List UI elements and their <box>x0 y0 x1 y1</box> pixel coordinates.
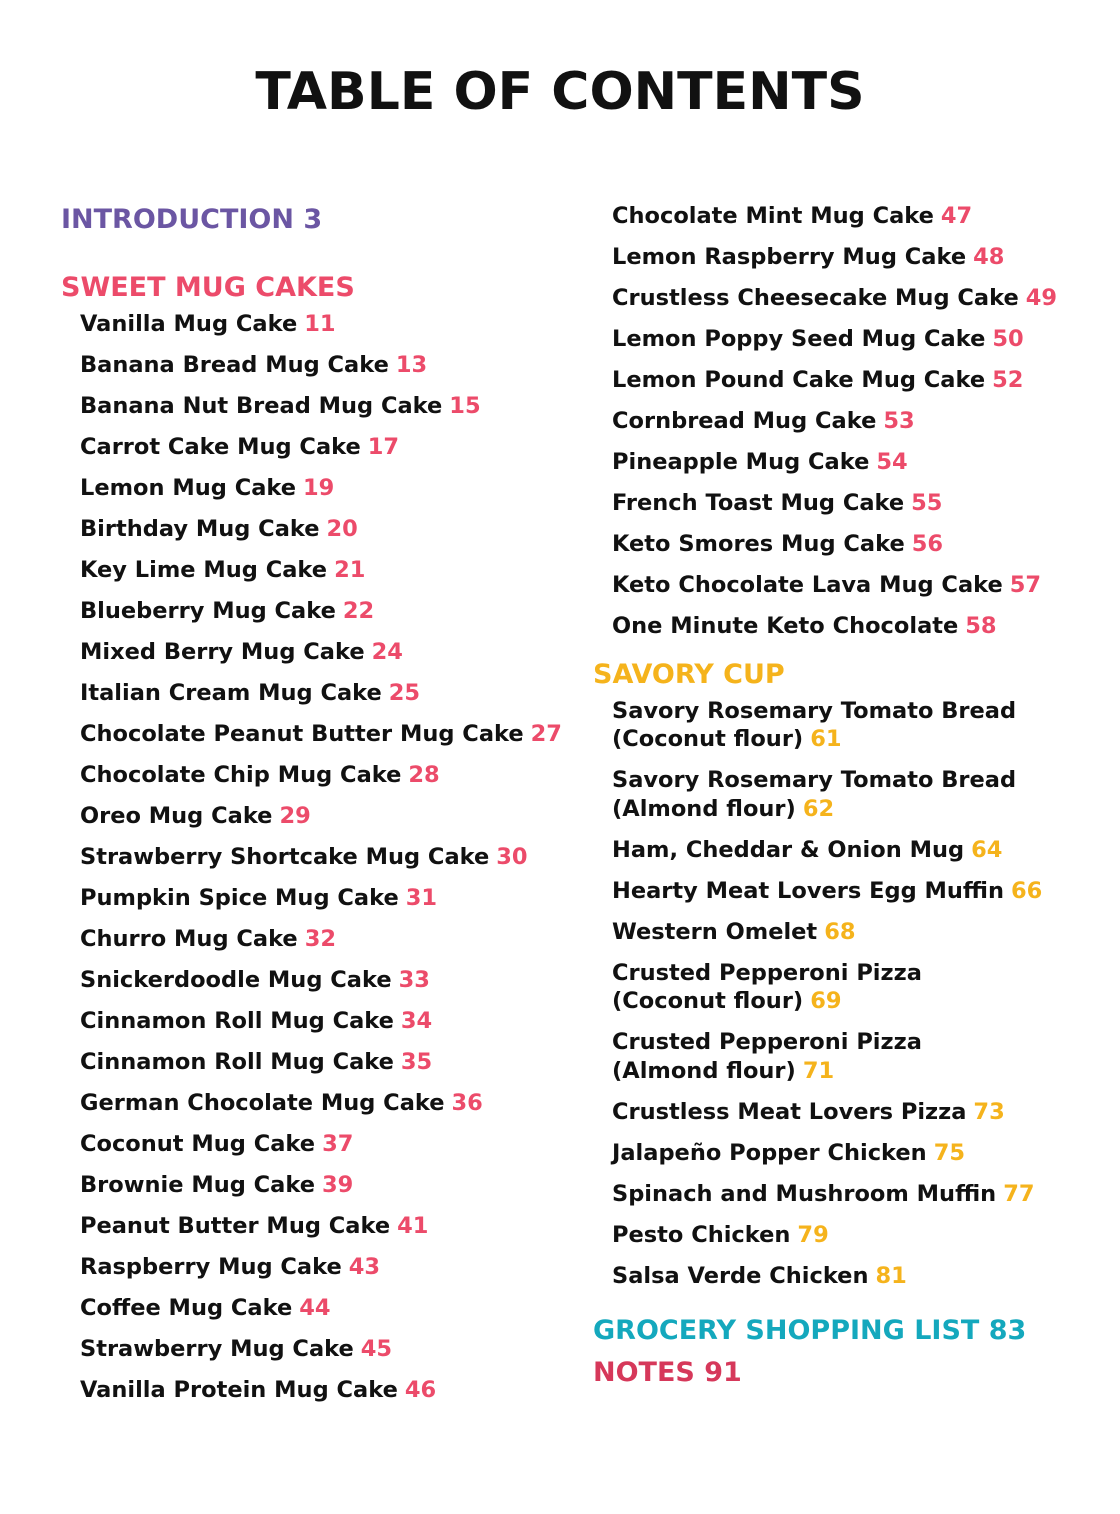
toc-entry[interactable] <box>612 1098 1093 1127</box>
entry-page-number: 57 <box>1009 572 1042 598</box>
entry-page-number: 45 <box>360 1336 393 1362</box>
entry-title: French Toast Mug Cake <box>612 490 905 516</box>
toc-entry[interactable] <box>612 489 1093 518</box>
entry-page-number: 81 <box>875 1262 907 1289</box>
toc-grocery[interactable] <box>593 1310 1093 1352</box>
entry-title: Oreo Mug Cake <box>80 803 273 829</box>
toc-entry[interactable] <box>80 474 561 503</box>
entry-page-number: 77 <box>1003 1180 1035 1207</box>
entry-page-number: 44 <box>299 1295 331 1321</box>
toc-entry[interactable] <box>80 597 561 626</box>
entry-page-number: 15 <box>449 393 481 419</box>
entry-page-number: 69 <box>810 988 842 1014</box>
entry-title: Brownie Mug Cake <box>80 1172 315 1198</box>
toc-entry[interactable] <box>612 366 1093 395</box>
entry-title: Crusted Pepperoni Pizza <box>612 959 922 986</box>
entry-title: Savory Rosemary Tomato Bread <box>612 767 1017 793</box>
entry-page-number: 46 <box>404 1377 437 1403</box>
toc-entry[interactable] <box>612 766 1093 823</box>
entry-subtitle: (Coconut flour) <box>612 726 804 752</box>
toc-entry[interactable] <box>80 884 561 913</box>
entry-page-number: 52 <box>992 367 1024 393</box>
savory-heading: SAVORY CUP <box>593 658 785 690</box>
entry-title: Strawberry Shortcake Mug Cake <box>80 844 490 870</box>
entry-title: Mixed Berry Mug Cake <box>80 639 365 665</box>
toc-entry[interactable] <box>612 697 1093 754</box>
entry-title: Crustless Meat Lovers Pizza <box>612 1098 967 1125</box>
entry-page-number: 35 <box>400 1049 433 1075</box>
entry-page-number: 32 <box>304 926 337 952</box>
entry-page-number: 37 <box>322 1131 354 1157</box>
toc-entry[interactable] <box>80 925 561 954</box>
entry-title: Churro Mug Cake <box>80 926 298 952</box>
entry-title-line2 <box>612 795 1093 824</box>
entry-page-number: 66 <box>1011 877 1043 904</box>
entry-title: Lemon Pound Cake Mug Cake <box>612 367 986 393</box>
entry-title: Birthday Mug Cake <box>80 516 320 542</box>
entry-page-number: 68 <box>824 918 856 945</box>
entry-title: Raspberry Mug Cake <box>80 1254 342 1280</box>
grocery-label: GROCERY SHOPPING LIST <box>593 1315 980 1346</box>
entry-title: Peanut Butter Mug Cake <box>80 1213 391 1239</box>
entry-page-number: 29 <box>279 803 311 829</box>
toc-entry[interactable] <box>612 836 1093 865</box>
entry-page-number: 31 <box>405 885 438 911</box>
entry-title: Banana Bread Mug Cake <box>80 352 389 378</box>
toc-entry[interactable] <box>612 918 1093 947</box>
toc-entry[interactable] <box>612 284 1093 313</box>
entry-page-number: 17 <box>367 434 400 460</box>
toc-entry[interactable] <box>80 1294 561 1323</box>
entry-title: Italian Cream Mug Cake <box>80 680 382 706</box>
entry-page-number: 19 <box>303 475 335 501</box>
entry-title: Vanilla Mug Cake <box>80 311 298 337</box>
toc-entry[interactable] <box>80 638 561 667</box>
entry-title: Spinach and Mushroom Muffin <box>612 1180 997 1207</box>
toc-entry[interactable] <box>80 1130 561 1159</box>
toc-entry[interactable] <box>612 877 1093 906</box>
entry-title: Coffee Mug Cake <box>80 1295 293 1321</box>
entry-title: Salsa Verde Chicken <box>612 1262 869 1289</box>
toc-entry[interactable] <box>80 1212 561 1241</box>
entry-page-number: 47 <box>940 203 973 229</box>
entry-title: Ham, Cheddar & Onion Mug <box>612 836 965 863</box>
entry-page-number: 54 <box>876 449 908 475</box>
entry-title-line2 <box>612 987 1093 1016</box>
toc-entry[interactable] <box>80 556 561 585</box>
entry-title: One Minute Keto Chocolate <box>612 613 959 639</box>
entry-page-number: 73 <box>973 1098 1005 1125</box>
toc-entry[interactable] <box>80 1335 561 1364</box>
entry-page-number: 24 <box>371 639 403 665</box>
entry-title-line2 <box>612 1057 1093 1086</box>
entry-page-number: 36 <box>451 1090 483 1116</box>
toc-column-left <box>61 202 561 1417</box>
toc-entry[interactable] <box>80 1048 561 1077</box>
toc-entry[interactable] <box>80 1089 561 1118</box>
notes-page: 91 <box>704 1357 742 1388</box>
toc-entry[interactable] <box>612 1180 1093 1209</box>
toc-entry[interactable] <box>80 515 561 544</box>
entry-page-number: 64 <box>971 836 1003 863</box>
entry-page-number: 55 <box>911 490 943 516</box>
introduction-page: 3 <box>303 204 323 235</box>
entry-page-number: 50 <box>992 326 1024 352</box>
entry-page-number: 75 <box>933 1139 966 1166</box>
entry-page-number: 79 <box>797 1221 829 1248</box>
entry-page-number: 39 <box>321 1172 354 1198</box>
toc-entry[interactable] <box>80 392 561 421</box>
toc-entry[interactable] <box>80 351 561 380</box>
entry-title: Carrot Cake Mug Cake <box>80 434 361 460</box>
entry-page-number: 13 <box>395 352 428 378</box>
entry-title: Pesto Chicken <box>612 1221 791 1248</box>
toc-column-right <box>593 202 1093 1394</box>
entry-page-number: 11 <box>304 311 336 337</box>
entry-title: Chocolate Mint Mug Cake <box>612 203 934 229</box>
entry-subtitle: (Almond flour) <box>612 1057 796 1084</box>
entry-page-number: 33 <box>398 967 430 993</box>
toc-entry[interactable] <box>80 310 561 339</box>
grocery-page: 83 <box>988 1315 1027 1346</box>
entry-subtitle: (Coconut flour) <box>612 988 804 1014</box>
toc-entry[interactable] <box>612 959 1093 1016</box>
entry-title: Crusted Pepperoni Pizza <box>612 1029 922 1055</box>
toc-entry[interactable] <box>80 1007 561 1036</box>
toc-introduction[interactable] <box>61 202 561 238</box>
toc-entry[interactable] <box>80 1253 561 1282</box>
entry-page-number: 28 <box>408 762 440 788</box>
entry-title: Banana Nut Bread Mug Cake <box>80 393 443 419</box>
entry-title: Chocolate Peanut Butter Mug Cake <box>80 721 524 747</box>
entry-title: Snickerdoodle Mug Cake <box>80 967 392 993</box>
entry-title: Coconut Mug Cake <box>80 1131 316 1157</box>
toc-entry[interactable] <box>612 202 1093 231</box>
entry-title: Hearty Meat Lovers Egg Muffin <box>612 877 1005 904</box>
entry-title: Key Lime Mug Cake <box>80 557 328 583</box>
entry-page-number: 61 <box>810 726 842 752</box>
toc-entry[interactable] <box>612 407 1093 436</box>
toc-entry[interactable] <box>612 448 1093 477</box>
entry-page-number: 21 <box>334 557 366 583</box>
entry-page-number: 71 <box>802 1057 835 1084</box>
toc-entry[interactable] <box>612 612 1093 641</box>
sweet-list-continued <box>593 202 1093 641</box>
sweet-list <box>61 310 561 1405</box>
entry-title: Pineapple Mug Cake <box>612 449 870 475</box>
toc-entry[interactable] <box>80 1376 561 1405</box>
toc-entry[interactable] <box>80 1171 561 1200</box>
toc-entry[interactable] <box>612 1028 1093 1085</box>
notes-label: NOTES <box>593 1357 695 1388</box>
savory-list <box>593 697 1093 1291</box>
entry-title: Keto Chocolate Lava Mug Cake <box>612 572 1003 598</box>
entry-title-line2 <box>612 725 1093 754</box>
entry-title: Savory Rosemary Tomato Bread <box>612 697 1017 724</box>
entry-title: Lemon Poppy Seed Mug Cake <box>612 326 986 352</box>
toc-entry[interactable] <box>80 433 561 462</box>
toc-notes[interactable] <box>593 1352 1093 1394</box>
entry-page-number: 48 <box>973 244 1005 270</box>
entry-page-number: 25 <box>388 680 421 706</box>
entry-page-number: 20 <box>326 516 358 542</box>
entry-page-number: 49 <box>1025 285 1058 311</box>
entry-title: Cinnamon Roll Mug Cake <box>80 1008 394 1034</box>
entry-title: Keto Smores Mug Cake <box>612 531 905 557</box>
entry-title: Blueberry Mug Cake <box>80 598 336 624</box>
entry-page-number: 53 <box>883 408 915 434</box>
entry-subtitle: (Almond flour) <box>612 795 796 822</box>
entry-page-number: 34 <box>400 1008 433 1034</box>
entry-title: Vanilla Protein Mug Cake <box>80 1377 398 1403</box>
toc-entry[interactable] <box>612 1139 1093 1168</box>
toc-entry[interactable] <box>612 1221 1093 1250</box>
sweet-heading: SWEET MUG CAKES <box>61 272 355 303</box>
entry-page-number: 43 <box>348 1254 381 1280</box>
entry-title: Strawberry Mug Cake <box>80 1336 354 1362</box>
toc-entry[interactable] <box>612 571 1093 600</box>
entry-page-number: 41 <box>397 1213 429 1239</box>
entry-page-number: 62 <box>802 795 835 822</box>
entry-title: German Chocolate Mug Cake <box>80 1090 445 1116</box>
entry-page-number: 56 <box>911 531 944 557</box>
entry-title: Pumpkin Spice Mug Cake <box>80 885 399 911</box>
entry-title: Cornbread Mug Cake <box>612 408 877 434</box>
toc-entry[interactable] <box>80 802 561 831</box>
entry-title: Lemon Raspberry Mug Cake <box>612 244 967 270</box>
toc-entry[interactable] <box>80 843 561 872</box>
toc-entry[interactable] <box>612 530 1093 559</box>
toc-entry[interactable] <box>612 325 1093 354</box>
entry-page-number: 30 <box>496 844 528 870</box>
toc-entry[interactable] <box>612 243 1093 272</box>
toc-entry[interactable] <box>80 761 561 790</box>
toc-entry[interactable] <box>80 679 561 708</box>
page-title: TABLE OF CONTENTS <box>255 62 865 122</box>
introduction-label: INTRODUCTION <box>61 204 294 235</box>
toc-entry[interactable] <box>80 966 561 995</box>
entry-page-number: 58 <box>965 613 997 639</box>
entry-title: Lemon Mug Cake <box>80 475 297 501</box>
entry-title: Cinnamon Roll Mug Cake <box>80 1049 394 1075</box>
entry-page-number: 22 <box>342 598 375 624</box>
entry-title: Jalapeño Popper Chicken <box>612 1139 927 1166</box>
entry-title: Crustless Cheesecake Mug Cake <box>612 285 1019 311</box>
toc-entry[interactable] <box>612 1262 1093 1291</box>
toc-entry[interactable] <box>80 720 561 749</box>
entry-title: Western Omelet <box>612 918 818 945</box>
entry-title: Chocolate Chip Mug Cake <box>80 762 402 788</box>
entry-page-number: 27 <box>530 721 562 747</box>
